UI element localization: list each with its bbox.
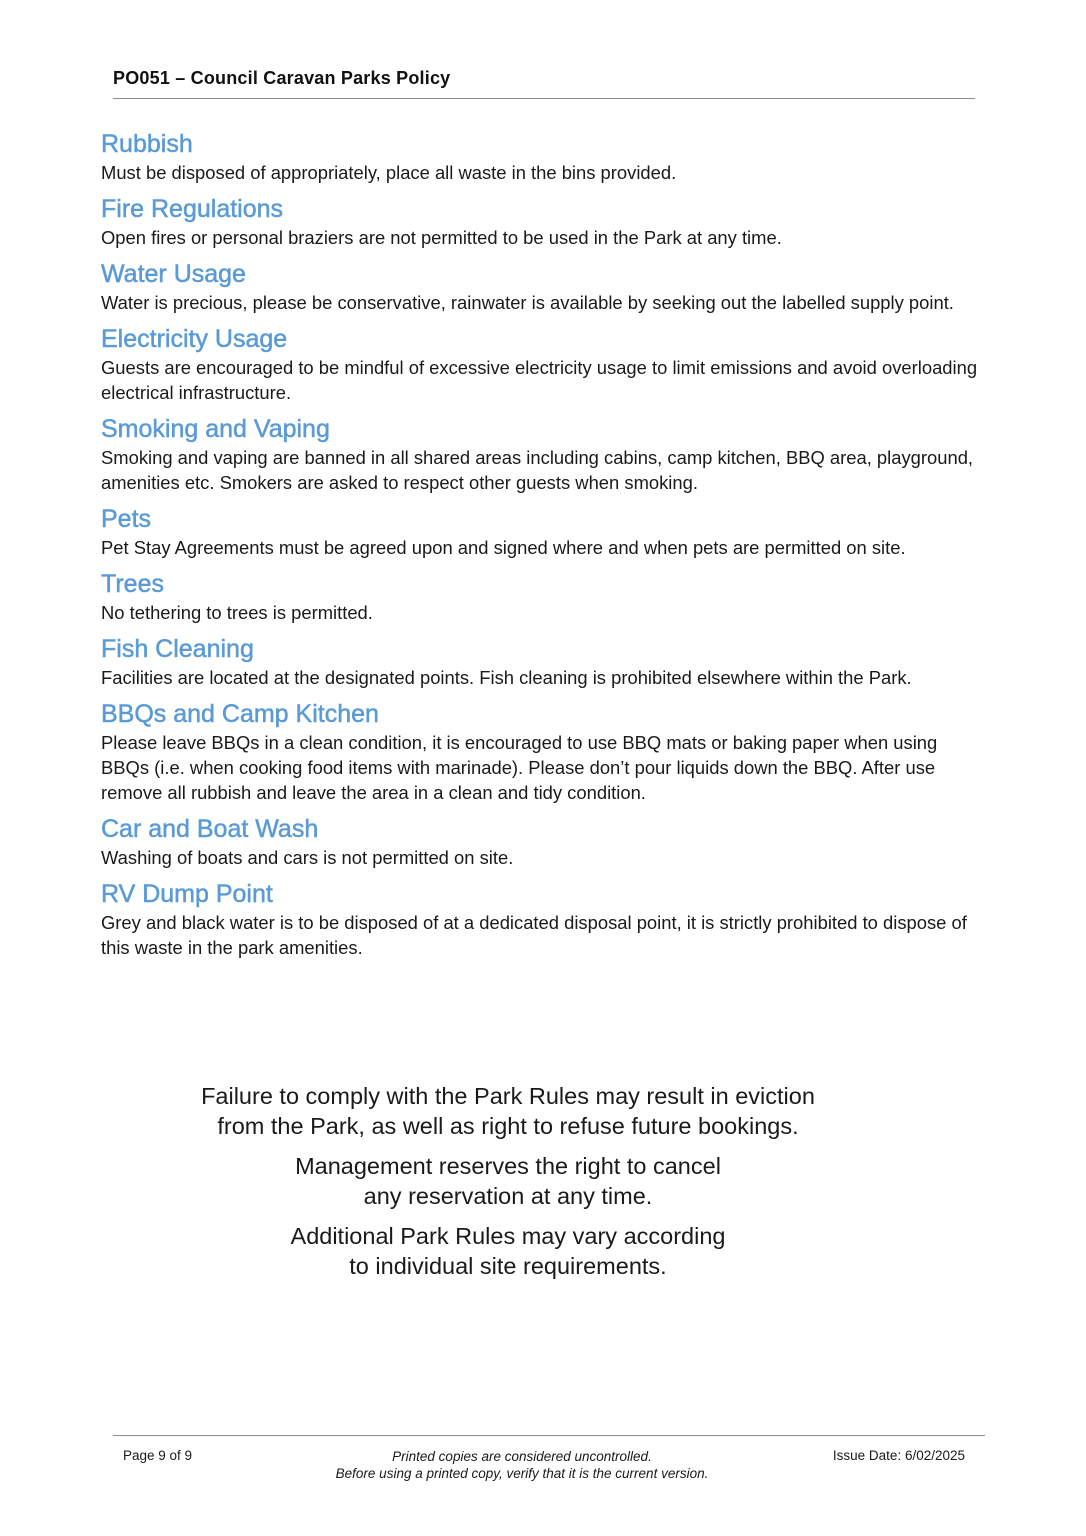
disclaimer-line: Printed copies are considered uncontrolled. bbox=[392, 1449, 652, 1464]
document-header bbox=[113, 66, 975, 99]
rule-section-bbqs-camp-kitchen bbox=[101, 698, 986, 805]
section-body: Open fires or personal braziers are not permitted to be used in the Park at any time. bbox=[101, 227, 782, 248]
section-heading: Water Usage bbox=[101, 260, 246, 288]
section-body: Pet Stay Agreements must be agreed upon and signed where and when pets are permitted on site. bbox=[101, 537, 906, 558]
notice-eviction bbox=[0, 1081, 1016, 1141]
rule-section-rv-dump-point bbox=[101, 878, 986, 960]
section-heading: Fish Cleaning bbox=[101, 635, 254, 663]
section-body: Water is precious, please be conservative, rainwater is available by seeking out the labelled supply point. bbox=[101, 292, 954, 313]
rule-section-trees bbox=[101, 568, 986, 625]
section-body: Guests are encouraged to be mindful of excessive electricity usage to limit emissions and avoid overloading electrical infrastructure. bbox=[101, 357, 978, 403]
rule-section-car-boat-wash bbox=[101, 813, 986, 870]
notice-line: Management reserves the right to cancel bbox=[295, 1153, 721, 1179]
notice-additional-rules bbox=[0, 1221, 1016, 1281]
rule-section-fish-cleaning bbox=[101, 633, 986, 690]
rule-section-electricity-usage bbox=[101, 323, 986, 405]
section-heading: Car and Boat Wash bbox=[101, 815, 319, 843]
section-heading: RV Dump Point bbox=[101, 880, 273, 908]
print-disclaimer bbox=[113, 1448, 931, 1482]
rule-section-pets bbox=[101, 503, 986, 560]
section-body: Facilities are located at the designated points. Fish cleaning is prohibited elsewhere within the Park. bbox=[101, 667, 912, 688]
section-heading: Pets bbox=[101, 505, 152, 533]
section-heading: BBQs and Camp Kitchen bbox=[101, 700, 379, 728]
section-heading: Fire Regulations bbox=[101, 195, 284, 223]
section-body: No tethering to trees is permitted. bbox=[101, 602, 373, 623]
notice-line: from the Park, as well as right to refuse future bookings. bbox=[217, 1113, 799, 1139]
rule-section-water-usage bbox=[101, 258, 986, 315]
notice-line: to individual site requirements. bbox=[349, 1253, 667, 1279]
section-body: Washing of boats and cars is not permitted on site. bbox=[101, 847, 514, 868]
disclaimer-line: Before using a printed copy, verify that it is the current version. bbox=[335, 1466, 709, 1481]
section-heading: Smoking and Vaping bbox=[101, 415, 330, 443]
section-body: Smoking and vaping are banned in all shared areas including cabins, camp kitchen, BBQ area, playground, amenities etc. Smokers are asked to respect other guests when smoking. bbox=[101, 447, 974, 493]
notice-line: Additional Park Rules may vary according bbox=[290, 1223, 726, 1249]
park-rules-content bbox=[101, 128, 986, 968]
document-footer bbox=[113, 1435, 985, 1486]
issue-date: Issue Date: 6/02/2025 bbox=[832, 1448, 965, 1463]
rule-section-rubbish bbox=[101, 128, 986, 185]
section-heading: Trees bbox=[101, 570, 164, 598]
notice-management-cancel bbox=[0, 1151, 1016, 1211]
notice-line: Failure to comply with the Park Rules may result in eviction bbox=[201, 1083, 815, 1109]
section-body: Grey and black water is to be disposed of at a dedicated disposal point, it is strictly prohibited to dispose of this waste in the park amenities. bbox=[101, 912, 967, 958]
document-title: PO051 – Council Caravan Parks Policy bbox=[113, 68, 451, 88]
section-heading: Electricity Usage bbox=[101, 325, 288, 353]
page-number: Page 9 of 9 bbox=[123, 1448, 193, 1463]
closing-notices bbox=[0, 1081, 1016, 1291]
section-body: Must be disposed of appropriately, place all waste in the bins provided. bbox=[101, 162, 677, 183]
section-body: Please leave BBQs in a clean condition, it is encouraged to use BBQ mats or baking paper when using BBQs (i.e. when cooking food items with marinade). Please don’t pour liquids down the BBQ. After use remove all rubbish and leave the area in a clean and tidy condition. bbox=[101, 732, 938, 803]
section-heading: Rubbish bbox=[101, 130, 193, 158]
rule-section-fire-regulations bbox=[101, 193, 986, 250]
notice-line: any reservation at any time. bbox=[363, 1183, 653, 1209]
rule-section-smoking-vaping bbox=[101, 413, 986, 495]
